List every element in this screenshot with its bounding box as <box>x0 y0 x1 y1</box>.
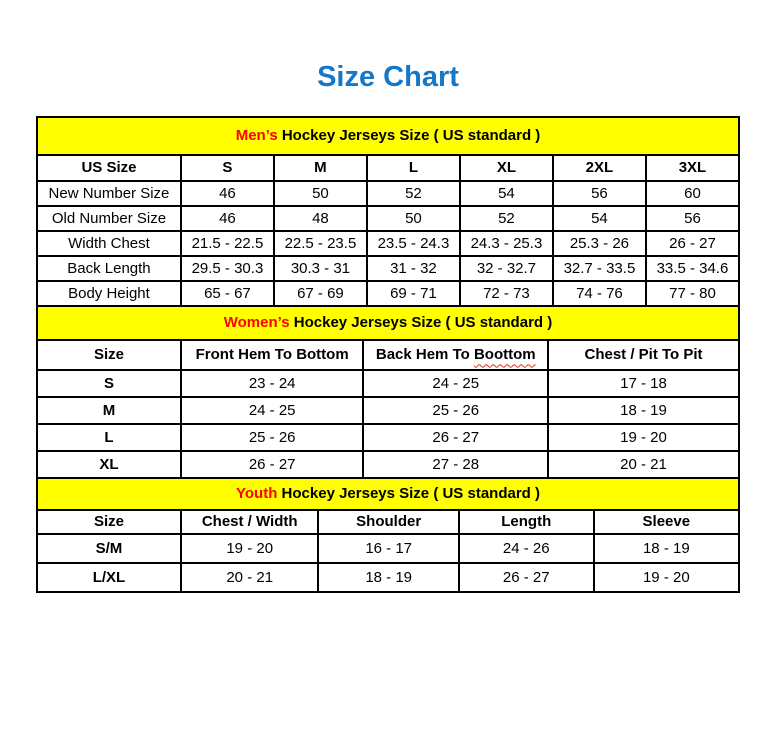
youth-size-value: 18 - 19 <box>318 563 458 592</box>
mens-size-value: 23.5 - 24.3 <box>367 231 460 256</box>
womens-row-label: XL <box>37 451 181 478</box>
page-title: Size Chart <box>317 61 459 93</box>
womens-size-value: 17 - 18 <box>548 370 739 397</box>
youth-column-header: Length <box>459 510 594 534</box>
mens-size-value: 32 - 32.7 <box>460 256 553 281</box>
youth-caption-highlight: Youth <box>236 485 278 503</box>
size-chart-page <box>0 62 776 593</box>
mens-size-value: 54 <box>553 206 646 231</box>
mens-size-value: 24.3 - 25.3 <box>460 231 553 256</box>
mens-column-header: L <box>367 155 460 181</box>
mens-size-value: 67 - 69 <box>274 281 367 306</box>
womens-size-section <box>36 305 740 479</box>
womens-table-caption <box>37 306 739 340</box>
mens-size-value: 21.5 - 22.5 <box>181 231 274 256</box>
mens-size-table <box>36 116 740 307</box>
mens-size-value: 56 <box>553 181 646 206</box>
mens-row-label: Body Height <box>37 281 181 306</box>
mens-size-value: 48 <box>274 206 367 231</box>
youth-column-header: Shoulder <box>318 510 458 534</box>
mens-caption-highlight: Men’s <box>235 127 278 145</box>
youth-column-header: Sleeve <box>594 510 739 534</box>
mens-size-value: 46 <box>181 181 274 206</box>
mens-size-value: 46 <box>181 206 274 231</box>
womens-row-label: M <box>37 397 181 424</box>
womens-column-header: Size <box>37 340 181 370</box>
womens-size-value: 19 - 20 <box>548 424 739 451</box>
womens-size-value: 23 - 24 <box>181 370 364 397</box>
youth-row-label: S/M <box>37 534 181 563</box>
mens-size-value: 30.3 - 31 <box>274 256 367 281</box>
youth-size-value: 16 - 17 <box>318 534 458 563</box>
mens-column-header: US Size <box>37 155 181 181</box>
womens-caption-highlight: Women’s <box>223 314 290 332</box>
mens-caption-text: Hockey Jerseys Size ( US standard ) <box>277 127 541 145</box>
mens-size-value: 33.5 - 34.6 <box>646 256 739 281</box>
mens-size-value: 26 - 27 <box>646 231 739 256</box>
youth-size-table <box>36 477 740 593</box>
mens-table-caption <box>37 117 739 155</box>
mens-row-label: Old Number Size <box>37 206 181 231</box>
mens-size-value: 29.5 - 30.3 <box>181 256 274 281</box>
mens-size-value: 32.7 - 33.5 <box>553 256 646 281</box>
youth-size-value: 18 - 19 <box>594 534 739 563</box>
mens-row-label: Back Length <box>37 256 181 281</box>
mens-size-value: 56 <box>646 206 739 231</box>
size-tables-stack <box>36 116 740 593</box>
mens-column-header: M <box>274 155 367 181</box>
womens-size-value: 26 - 27 <box>181 451 364 478</box>
youth-row-label: L/XL <box>37 563 181 592</box>
misspelled-word: Boottom <box>473 346 536 364</box>
youth-column-header: Size <box>37 510 181 534</box>
mens-size-value: 74 - 76 <box>553 281 646 306</box>
mens-column-header: XL <box>460 155 553 181</box>
youth-size-value: 19 - 20 <box>181 534 319 563</box>
mens-row-label: New Number Size <box>37 181 181 206</box>
mens-column-header: S <box>181 155 274 181</box>
mens-size-value: 25.3 - 26 <box>553 231 646 256</box>
mens-size-value: 50 <box>367 206 460 231</box>
mens-column-header: 2XL <box>553 155 646 181</box>
mens-size-value: 50 <box>274 181 367 206</box>
youth-size-section <box>36 477 740 593</box>
womens-size-value: 25 - 26 <box>363 397 548 424</box>
mens-column-header: 3XL <box>646 155 739 181</box>
womens-size-value: 27 - 28 <box>363 451 548 478</box>
womens-size-value: 24 - 25 <box>181 397 364 424</box>
mens-size-value: 60 <box>646 181 739 206</box>
womens-column-header: Front Hem To Bottom <box>181 340 364 370</box>
mens-size-value: 52 <box>367 181 460 206</box>
mens-row-label: Width Chest <box>37 231 181 256</box>
mens-size-value: 52 <box>460 206 553 231</box>
mens-size-value: 54 <box>460 181 553 206</box>
mens-size-value: 31 - 32 <box>367 256 460 281</box>
mens-size-value: 77 - 80 <box>646 281 739 306</box>
womens-row-label: S <box>37 370 181 397</box>
womens-column-header: Chest / Pit To Pit <box>548 340 739 370</box>
mens-size-value: 22.5 - 23.5 <box>274 231 367 256</box>
youth-column-header: Chest / Width <box>181 510 319 534</box>
mens-size-value: 69 - 71 <box>367 281 460 306</box>
youth-size-value: 26 - 27 <box>459 563 594 592</box>
mens-size-section <box>36 116 740 307</box>
womens-size-value: 20 - 21 <box>548 451 739 478</box>
womens-size-table <box>36 305 740 479</box>
womens-size-value: 26 - 27 <box>363 424 548 451</box>
mens-size-value: 72 - 73 <box>460 281 553 306</box>
youth-size-value: 19 - 20 <box>594 563 739 592</box>
womens-row-label: L <box>37 424 181 451</box>
youth-caption-text: Hockey Jerseys Size ( US standard ) <box>277 485 540 503</box>
youth-table-caption <box>37 478 739 510</box>
youth-size-value: 20 - 21 <box>181 563 319 592</box>
womens-size-value: 25 - 26 <box>181 424 364 451</box>
youth-size-value: 24 - 26 <box>459 534 594 563</box>
womens-size-value: 24 - 25 <box>363 370 548 397</box>
womens-size-value: 18 - 19 <box>548 397 739 424</box>
mens-size-value: 65 - 67 <box>181 281 274 306</box>
womens-column-header: Back Hem To Boottom <box>363 340 548 370</box>
womens-caption-text: Hockey Jerseys Size ( US standard ) <box>289 314 553 332</box>
